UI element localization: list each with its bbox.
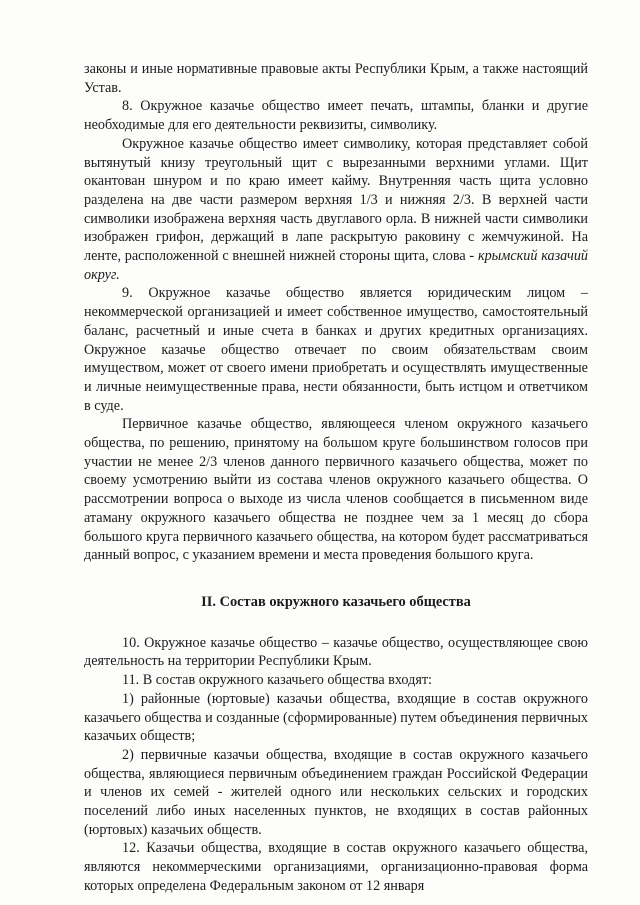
paragraph-8: 8. Окружное казачье общество имеет печать, штампы, бланки и другие необходимые для его деятельности реквизиты, символику. [84,98,588,134]
paragraph-12: 12. Казачьи общества, входящие в состав окружного казачьего общества, являются некоммерческими организациями, организационно-правовая форма которых определена Федеральным законом от 12 января [84,840,588,894]
section-heading: II. Состав окружного казачьего общества [201,593,471,610]
symbolics-text: Окружное казачье общество имеет символику, которая представляет собой вытянутый книзу треугольный щит с вырезанными верхними углами. Щит окантован шнуром и по краю имеет кайму. Внутренняя часть щита условно разделена на две части размером верхняя 1/3 и нижняя 2/3. В верхней части символики изображена верхняя часть двуглавого орла. В нижней части символики изображен грифон, держащий в лапе раскрытую раковину с жемчужиной. На ленте, расположенной с внешней нижней стороны щита, слова - [84,135,588,265]
paragraph-primary-society-exit: Первичное казачье общество, являющееся членом окружного казачьего общества, по решению, принятому на большом круге большинством голосов при участии не менее 2/3 членов данного первичного казачьего общества, может по своему усмотрению выйти из состава членов окружного казачьего общества. О рассмотрении вопроса о выходе из числа членов сообщается в письменном виде атаману окружного казачьего общества не позднее чем за 1 месяц до сбора большого круга первичного казачьего общества, на котором будет рассматриваться данный вопрос, с указанием времени и места проведения большого круга. [84,416,588,564]
paragraph-11: 11. В состав окружного казачьего общества входят: [122,672,432,689]
paragraph-symbolics [84,135,588,285]
italic-okrug-name: крымский казачий округ. [84,248,589,283]
list-item-1: 1) районные (юртовые) казачьи общества, входящие в состав окружного казачьего общества и созданные (сформированные) путем объединения первичных казачьих обществ; [84,690,588,745]
paragraph-laws-continuation: законы и иные нормативные правовые акты Республики Крым, а также настоящий Устав. [84,61,588,96]
paragraph-9: 9. Окружное казачье общество является юридическим лицом – некоммерческой организацией и имеет собственное имущество, самостоятельный баланс, расчетный и иные счета в банках и других кредитных организациях. Окружное казачье общество отвечает по своим обязательствам своим имуществом, может от своего имени приобретать и осуществлять имущественные и личные неимущественные права, нести обязанности, быть истцом и ответчиком в суде. [84,285,588,414]
list-item-2: 2) первичные казачьи общества, входящие в состав окружного казачьего общества, являющиеся первичным объединением граждан Российской Федерации и членов их семей - жителей одного или нескольких сельских и городских поселений либо иных населенных пунктов, не входящих в состав районных (юртовых) казачьих обществ. [84,746,588,838]
paragraph-10: 10. Окружное казачье общество – казачье общество, осуществляющее свою деятельность на территории Республики Крым. [84,634,588,670]
